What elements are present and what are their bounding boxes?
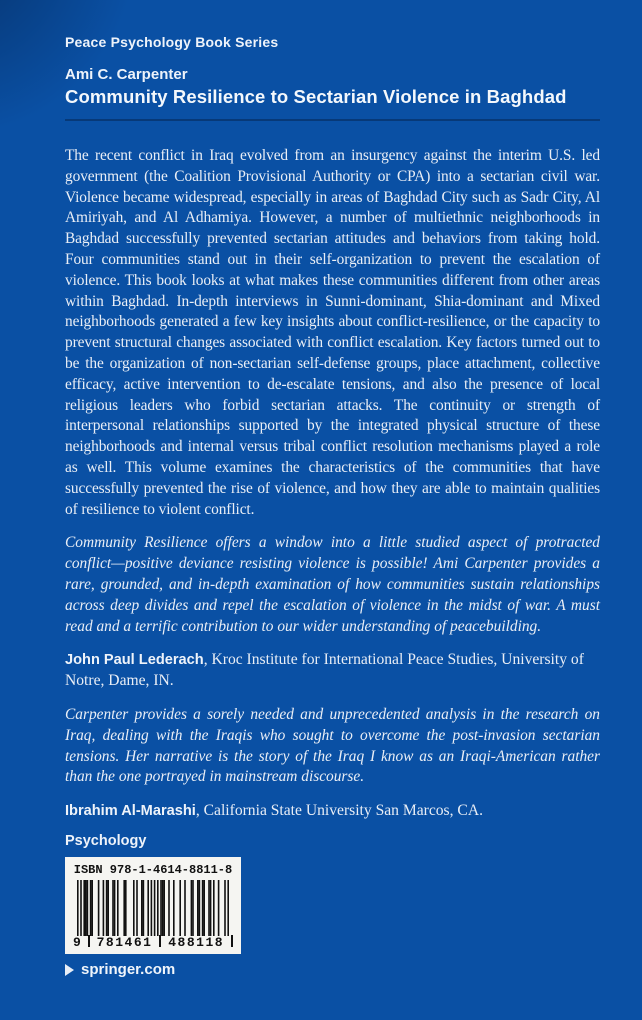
- barcode-digit-group1: 781461: [96, 935, 153, 950]
- series-title: Peace Psychology Book Series: [65, 34, 279, 50]
- synopsis-paragraph: The recent conflict in Iraq evolved from an insurgency against the interim U.S. led government (the Coalition Provisional Authority or CPA) into a sectarian civil war. Violence became widespread, especially in areas of Baghdad City such as Sadr City, Al Amiriyah, and Al Adhamiya. However, a number of multiethnic neighborhoods in Baghdad successfully prevented sectarian attitudes and behaviors from taking hold. Four communities stand out in their self-organization to prevent the escalation of violence. This book looks at what makes these communities different from other areas within Baghdad. In-depth interviews in Sunni-dominant, Shia-dominant and Mixed neighborhoods generated a few key insights about conflict-resilience, or the capacity to prevent structural changes associated with conflict escalation. Key factors turned out to be the organization of non-sectarian self-defense groups, place attachment, collective efficacy, active intervention to de-escalate tensions, and also the presence of local religious leaders who forbid sectarian attacks. The continuity or strength of interpersonal relationships supported by the integrated physical structure of these neighborhoods and internal versus tribal conflict resolution mechanisms played a role as well. This volume examines the characteristics of the communities that have successfully prevented the rise of violence, and how they are able to maintain qualities of resilience to violent conflict.: [65, 147, 600, 518]
- barcode-guard-bar: [88, 935, 90, 947]
- category-label: Psychology: [65, 833, 147, 849]
- isbn-text: ISBN 978-1-4614-8811-8: [73, 863, 233, 877]
- book-title: Community Resilience to Sectarian Violence in Baghdad: [65, 86, 567, 107]
- reviewer-affiliation: , Kroc Institute for International Peace Studies, University of Notre, Dame, IN.: [65, 651, 584, 690]
- barcode-guard-bar: [159, 935, 161, 947]
- barcode-digit-left: 9: [73, 935, 81, 950]
- springer-logo: [65, 961, 241, 978]
- barcode-bars: [77, 880, 229, 936]
- barcode-digits: [73, 935, 233, 950]
- reviewer-name: Ibrahim Al-Marashi: [65, 803, 196, 820]
- springer-url: springer.com: [81, 961, 176, 978]
- reviewer-name: John Paul Lederach: [65, 652, 204, 669]
- endorsement-attribution: [65, 650, 600, 692]
- endorsement-quote: Carpenter provides a sorely needed and unprecedented analysis in the research on Iraq, dealing with the Iraqis who sought to overcome the post-invasion sectarian tensions. Her narrative is the story of the Iraq I know as an Iraqi-American rather than the one portrayed in mainstream discourse.: [65, 705, 600, 786]
- barcode-digit-group2: 488118: [168, 935, 225, 950]
- barcode-panel: [65, 857, 241, 954]
- title-divider: [65, 119, 600, 121]
- author-name: Ami C. Carpenter: [65, 66, 188, 83]
- cover-footer: [65, 833, 241, 978]
- barcode-guard-bar: [231, 935, 233, 947]
- reviewer-affiliation: , California State University San Marcos, CA.: [195, 802, 483, 820]
- cover-content: [65, 34, 600, 822]
- endorsement-quote: Community Resilience offers a window into a little studied aspect of protracted conflict—positive deviance resisting violence is possible! Ami Carpenter provides a rare, grounded, and in-depth examination of how communities sustain relationships across deep divides and repel the escalation of violence in the midst of war. A must read and a terrific contribution to our wider understanding of peacebuilding.: [65, 534, 600, 635]
- endorsement-attribution: [65, 801, 600, 822]
- springer-arrow-icon: [65, 964, 74, 976]
